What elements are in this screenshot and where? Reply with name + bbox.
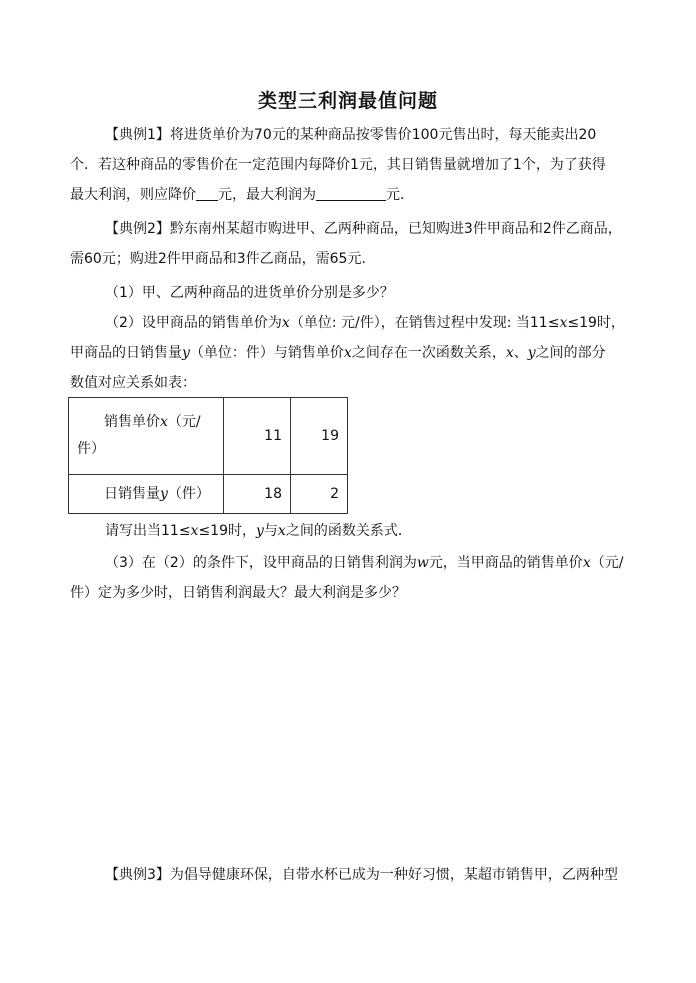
table-row: [69, 398, 348, 475]
example-2-line-2: 需60元；购进2件甲商品和3件乙商品，需65元．: [70, 251, 376, 267]
table-row: [69, 475, 348, 514]
example-2-question-2-line-2: 甲商品的日销售量y（单位：件）与销售单价x之间存在一次函数关系，x、y之间的部分: [70, 345, 606, 361]
answer-blank-2: [316, 184, 386, 201]
example-1-line-3: 最大利润，则应降价 元，最大利润为 元．: [70, 180, 630, 210]
table-cell: 19: [291, 398, 348, 475]
example-1-line-2: 个．若这种商品的零售价在一定范围内每降价1元，其日销售量就增加了1个，为了获得: [70, 157, 606, 173]
example-3-label: 【典例3】: [105, 867, 170, 883]
example-1-label: 【典例1】: [105, 127, 170, 143]
example-2-question-2-line-1: （2）设甲商品的销售单价为x（单位: 元/件），在销售过程中发现: 当11≤x≤19时，: [105, 315, 625, 331]
table-cell-label: 日销售量y（件）: [69, 475, 224, 514]
example-3-line-1: 【典例3】为倡导健康环保，自带水杯已成为一种好习惯，某超市销售甲，乙两种型: [105, 867, 618, 883]
example-2-question-3-line-1: （3）在（2）的条件下，设甲商品的日销售利润为w元，当甲商品的销售单价x（元/: [105, 555, 624, 571]
table-cell-label: 销售单价x（元/ 件）: [69, 398, 224, 475]
price-quantity-table: [68, 397, 348, 514]
table-cell: 2: [291, 475, 348, 514]
page-title: 类型三利润最值问题: [257, 90, 438, 112]
table-cell: 18: [224, 475, 291, 514]
example-2-question-3-line-2: 件）定为多少时，日销售利润最大？最大利润是多少？: [70, 585, 406, 601]
example-2-question-2-instruction: 请写出当11≤x≤19时，y与x之间的函数关系式．: [105, 523, 412, 539]
table-cell: 11: [224, 398, 291, 475]
example-1-line-1: 【典例1】将进货单价为70元的某种商品按零售价100元售出时，每天能卖出20: [105, 127, 597, 143]
example-2-label: 【典例2】: [105, 221, 170, 237]
example-2-question-1: （1）甲、乙两种商品的进货单价分别是多少？: [105, 285, 394, 301]
answer-blank-1: [196, 184, 218, 201]
example-2-line-1: 【典例2】黔东南州某超市购进甲、乙两种商品，已知购进3件甲商品和2件乙商品，: [105, 221, 622, 237]
example-2-question-2-line-3: 数值对应关系如表：: [70, 375, 196, 391]
